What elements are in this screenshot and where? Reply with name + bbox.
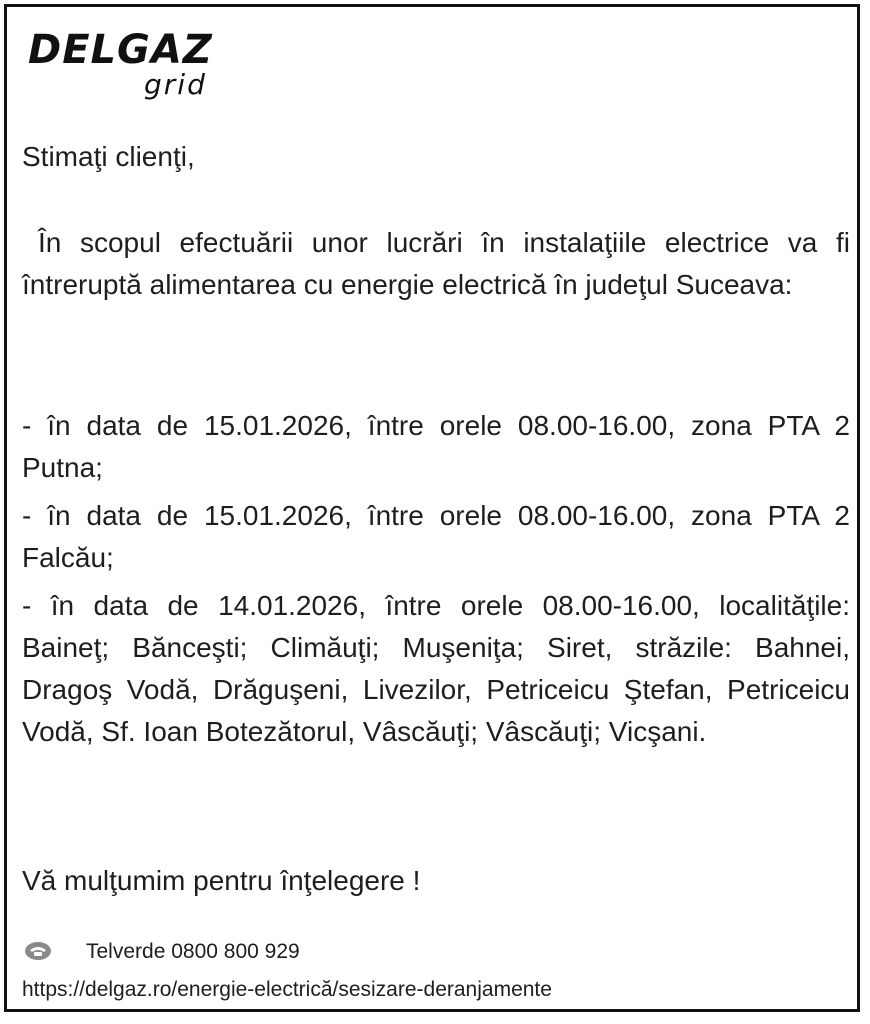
closing-line: Vă mulţumim pentru înţelegere !	[22, 865, 421, 896]
logo-sub: grid	[144, 68, 207, 101]
delgaz-grid-logo	[24, 28, 234, 104]
phone-icon	[24, 941, 52, 961]
website-url[interactable]: https://delgaz.ro/energie-electrică/sesizare-deranjamente	[22, 978, 552, 1001]
outage-item-2: - în data de 15.01.2026, între orele 08.00-16.00, zona PTA 2 Falcău;	[22, 500, 850, 573]
intro-paragraph: În scopul efectuării unor lucrări în instalaţiile electrice va fi întreruptă alimentarea cu energie electrică în judeţul Suceava:	[22, 227, 850, 300]
phone-number: Telverde 0800 800 929	[86, 940, 300, 963]
outage-item-1: - în data de 15.01.2026, între orele 08.00-16.00, zona PTA 2 Putna;	[22, 410, 850, 483]
greeting: Stimaţi clienţi,	[22, 141, 195, 172]
outage-item-3: - în data de 14.01.2026, între orele 08.00-16.00, localităţile: Baineţ; Bănceşti; Climăuţi; Muşeniţa; Siret, străzile: Bahnei, Dragoş Vodă, Drăguşeni, Livezilor, Petriceicu Ştefan, Petriceicu Vodă, Sf. Ioan Botezătorul, Vâscăuţi; Vâscăuţi; Vicşani.	[22, 590, 850, 747]
logo-brand: DELGAZ	[28, 27, 213, 73]
